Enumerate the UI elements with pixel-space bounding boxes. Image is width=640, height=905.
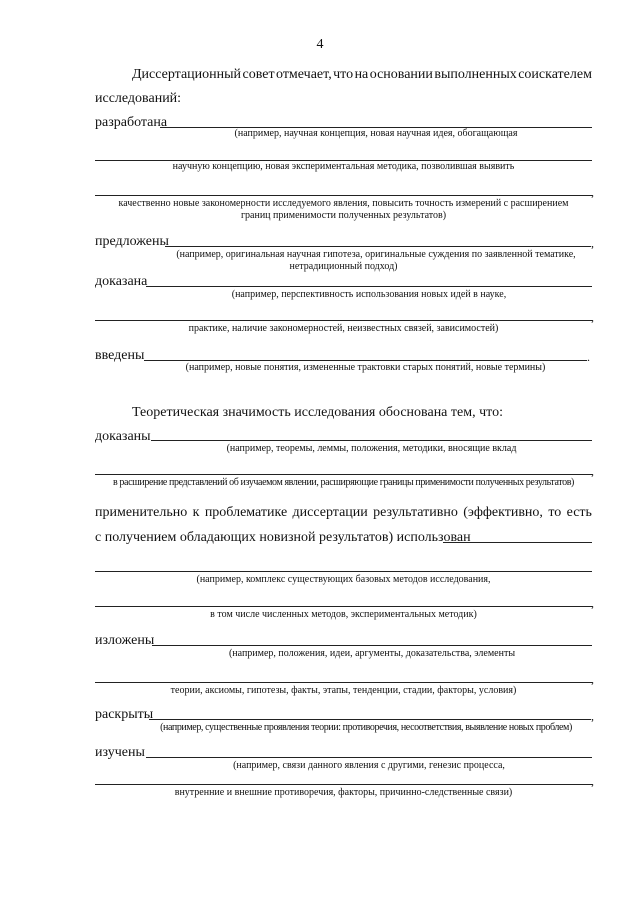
blank-dokazana-2[interactable] [95,320,592,321]
intro-line-2: исследований: [95,91,182,106]
applied-word: применительно [95,505,188,520]
hint-izucheny-1: (например, связи данного явления с другими, генезис процесса, [233,760,505,771]
blank-raskryty[interactable] [149,719,591,720]
theory-heading: Теоретическая значимость исследования обоснована тем, что: [132,405,503,420]
blank-izucheny[interactable] [146,757,592,758]
blank-razrabotana-3[interactable] [95,195,592,196]
hint-dokazany-2: в расширение представлений об изучаемом явлении, расширяющие границы применимости полученных результатов) [113,477,574,488]
applied-line-1 [95,505,592,521]
intro-word: отмечает, [276,67,332,82]
hint-predlozheny-1: (например, оригинальная научная гипотеза, оригинальные суждения по заявленной тематике, [176,249,576,260]
comma: , [591,672,594,686]
applied-word: (эффективно, [463,505,543,520]
hint-razrabotana-1: (например, научная концепция, новая научная идея, обогащающая [234,128,518,139]
hint-izlozheny-2: теории, аксиомы, гипотезы, факты, этапы, тенденции, стадии, факторы, условия) [170,685,517,696]
label-dokazany: доказаны [95,429,151,444]
intro-word: на [354,67,369,82]
hint-applied-2: в том числе численных методов, экспериментальных методик) [210,609,477,620]
hint-applied-1: (например, комплекс существующих базовых методов исследования, [196,574,491,585]
label-predlozheny: предложены [95,234,169,249]
hint-dokazany-1: (например, теоремы, леммы, положения, методики, вносящие вклад [226,443,517,454]
intro-word: совет [242,67,275,82]
blank-izlozheny-2[interactable] [95,682,592,683]
intro-word: выполненных [434,67,517,82]
comma: , [591,310,594,324]
intro-word: Диссертационный [132,67,242,82]
comma: , [591,185,594,199]
blank-applied-3[interactable] [95,606,592,607]
blank-applied-2[interactable] [95,571,592,572]
page-number: 4 [316,37,324,52]
hint-raskryty-1: (например, существенные проявления теории: противоречия, несоответствия, выявление новых проблем) [160,722,572,733]
blank-predlozheny[interactable] [165,246,591,247]
applied-word: то [548,505,562,520]
hint-vvedeny-1: (например, новые понятия, измененные трактовки старых понятий, новые термины) [185,362,546,373]
hint-dokazana-1: (например, перспективность использования новых идей в науке, [231,289,507,300]
label-raskryty: раскрыты [95,707,154,722]
applied-word: к [192,505,200,520]
applied-word: есть [566,505,592,520]
hint-razrabotana-3: качественно новые закономерности исследуемого явления, повысить точность измерений с расширением [118,198,569,209]
hint-dokazana-2: практике, наличие закономерностей, неизвестных связей, зависимостей) [188,323,499,334]
intro-word: соискателем [518,67,592,82]
label-izucheny: изучены [95,745,145,760]
blank-dokazany-2[interactable] [95,474,592,475]
blank-dokazany[interactable] [151,440,592,441]
blank-dokazana[interactable] [146,286,592,287]
intro-word: основании [369,67,433,82]
label-razrabotana: разработана [95,115,168,130]
blank-izlozheny[interactable] [152,645,592,646]
comma: , [591,774,594,788]
label-izlozheny: изложены [95,633,155,648]
comma: , [591,464,594,478]
hint-izucheny-2: внутренние и внешние противоречия, факторы, причинно-следственные связи) [174,787,513,798]
applied-line-2: с получением обладающих новизной результатов) использован [95,530,471,545]
applied-word: проблематике [204,505,288,520]
comma: , [591,709,594,723]
applied-word: диссертации [292,505,368,520]
hint-razrabotana-2: научную концепцию, новая экспериментальная методика, позволившая выявить [172,161,515,172]
intro-line-1 [132,67,592,83]
hint-predlozheny-2: нетрадиционный подход) [289,261,398,272]
intro-word: что [333,67,354,82]
label-dokazana: доказана [95,274,148,289]
label-vvedeny: введены [95,348,145,363]
comma: , [591,596,594,610]
hint-razrabotana-4: границ применимости полученных результатов) [240,210,447,221]
blank-applied[interactable] [443,542,592,543]
blank-izucheny-2[interactable] [95,784,592,785]
applied-word: результативно [373,505,458,520]
period: . [587,350,590,364]
hint-izlozheny-1: (например, положения, идеи, аргументы, доказательства, элементы [228,648,516,659]
comma: , [591,236,594,250]
blank-vvedeny[interactable] [144,360,587,361]
